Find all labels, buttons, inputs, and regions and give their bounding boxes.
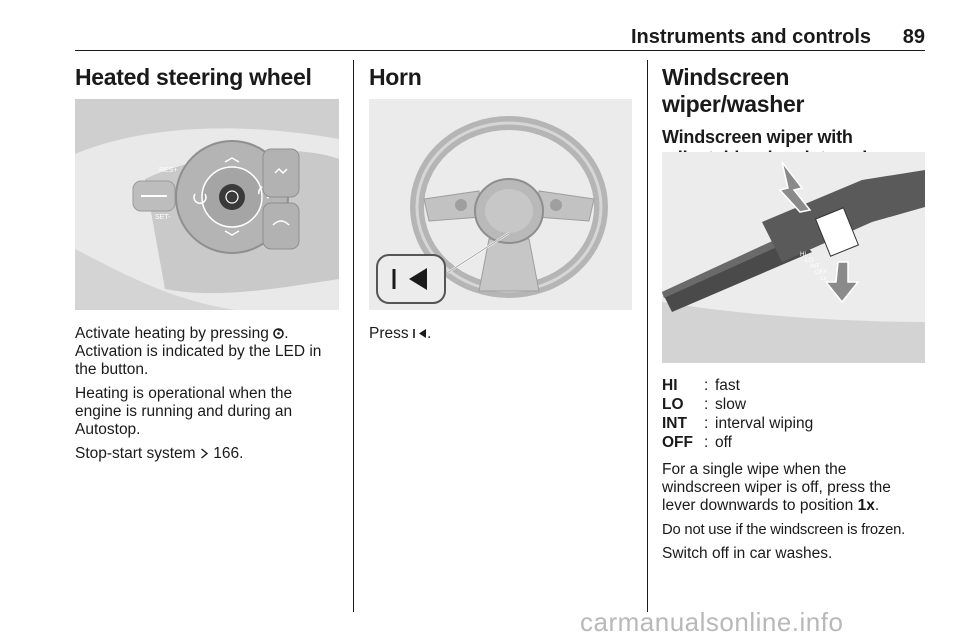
col1-para3-text: Stop-start system	[75, 445, 196, 462]
col1-para3-ref[interactable]: 166.	[213, 445, 244, 462]
col1-paragraph-2: Heating is operational when the engine is running and during an Autostop.	[75, 385, 293, 438]
horn-icon	[413, 326, 427, 337]
wiper-lever-illustration	[662, 152, 925, 363]
steering-wheel-buttons-illustration	[75, 99, 339, 310]
column-heated-steering-wheel	[75, 64, 341, 91]
lever-hi-label: HI	[800, 252, 806, 258]
col2-para1-end: .	[426, 325, 432, 342]
page-reference-icon	[200, 446, 209, 457]
col2-text	[369, 325, 635, 343]
position-desc: fast	[715, 377, 740, 394]
heading-heated-steering-wheel: Heated steering wheel	[75, 64, 312, 90]
list-item: HI : fast	[662, 377, 740, 394]
lever-off-label: OFF	[815, 270, 827, 276]
position-term: HI	[662, 377, 678, 394]
lever-1x-label: 1x	[820, 276, 827, 282]
wiper-positions-list	[662, 376, 813, 452]
position-desc: slow	[715, 396, 747, 413]
col3-paragraph-1	[662, 461, 927, 515]
col2-para1-text: Press	[369, 325, 409, 342]
col3-para1-end: .	[874, 497, 880, 514]
horn-symbol-icon	[391, 265, 431, 293]
lever-lo-label: LO	[805, 258, 814, 264]
lever-int-label: INT	[810, 264, 820, 270]
watermark: carmanualsonline.info	[580, 607, 844, 637]
heated-steering-wheel-icon	[273, 326, 284, 337]
section-title: Instruments and controls	[630, 26, 871, 48]
position-term: OFF	[662, 434, 693, 451]
col1-text	[75, 325, 341, 463]
horn-steering-wheel-illustration	[369, 99, 632, 310]
page-number: 89	[902, 26, 925, 48]
col1-para1-cont: . Activation is indicated by the LED in the button.	[75, 325, 322, 378]
col3-paragraph-2: Do not use if the windscreen is frozen.	[662, 522, 906, 538]
column-divider-2	[647, 60, 648, 612]
col1-paragraph-1	[75, 325, 341, 379]
set-label: SET-	[155, 214, 171, 221]
col3-paragraph-3: Switch off in car washes.	[662, 545, 833, 562]
position-desc: off	[715, 434, 732, 451]
col2-paragraph-1	[369, 325, 635, 343]
column-divider-1	[353, 60, 354, 612]
position-term: INT	[662, 415, 687, 432]
page-header	[75, 26, 925, 50]
list-item: OFF : off	[662, 434, 732, 451]
col1-paragraph-3	[75, 445, 341, 463]
column-horn	[369, 64, 635, 91]
col3-para1-text: For a single wipe when the windscreen wiper is off, press the lever downwards to position	[662, 461, 891, 514]
list-item: LO : slow	[662, 396, 747, 413]
heading-windscreen-wiper-washer: Windscreen wiper/washer	[662, 64, 805, 117]
col3-text	[662, 461, 927, 563]
header-rule	[75, 50, 925, 51]
col3-para1-bold: 1x	[857, 497, 875, 514]
col1-para1-text: Activate heating by pressing	[75, 325, 269, 342]
list-item: INT : interval wiping	[662, 415, 814, 432]
heading-horn: Horn	[369, 64, 422, 90]
subheading-adjustable-interval: Windscreen wiper with	[662, 127, 853, 147]
position-term: LO	[662, 396, 684, 413]
res-label: RES+	[159, 167, 178, 174]
position-desc: interval wiping	[715, 415, 814, 432]
